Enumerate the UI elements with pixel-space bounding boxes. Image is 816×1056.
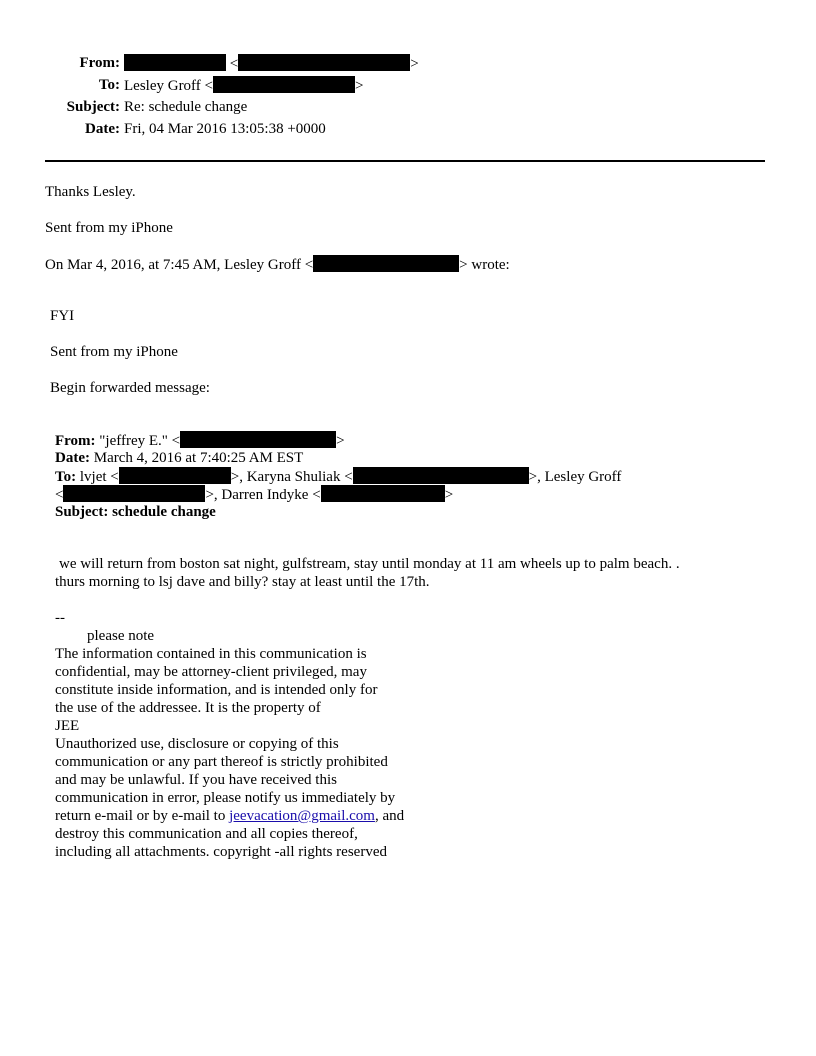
thanks-line: Thanks Lesley. (45, 184, 136, 200)
redaction-box (313, 255, 459, 272)
disclaimer-line: confidential, may be attorney-client privileged, may (55, 664, 367, 680)
sent-from-line: Sent from my iPhone (45, 220, 173, 236)
quote-intro (45, 255, 510, 274)
redaction-box (321, 485, 445, 502)
to-label: To: (98, 77, 120, 93)
to-name: Lesley Groff < (124, 78, 213, 94)
redaction-box (238, 54, 410, 71)
disclaimer-line: Unauthorized use, disclosure or copying of this (55, 736, 339, 752)
quote-intro-start: On Mar 4, 2016, at 7:45 AM, Lesley Groff < (45, 257, 314, 273)
fwd-from-label: From: (55, 433, 96, 449)
quote-intro-end: > wrote: (459, 257, 510, 273)
message-line-1: we will return from boston sat night, gulfstream, stay until monday at 11 am wheels up to palm beach. . (59, 556, 680, 572)
disclaimer-block (55, 645, 404, 861)
subject-value: Re: schedule change (124, 99, 248, 115)
date-label: Date: (85, 121, 120, 137)
from-value (124, 54, 419, 73)
subject-label: Subject: (66, 99, 120, 115)
fwd-to-line-cont (55, 485, 453, 504)
fwd-date-value: March 4, 2016 at 7:40:25 AM EST (93, 450, 304, 466)
date-value: Fri, 04 Mar 2016 13:05:38 +0000 (124, 121, 326, 137)
fwd-date-label: Date: (55, 450, 90, 466)
disclaimer-line: including all attachments. copyright -all rights reserved (55, 844, 387, 860)
disclaimer-line: The information contained in this communication is (55, 646, 367, 662)
disclaimer-line: JEE (55, 718, 80, 734)
from-open-bracket: < (229, 56, 239, 72)
fwd-to-part3: >, Lesley Groff (528, 469, 622, 485)
disclaimer-line: the use of the addressee. It is the property of (55, 700, 321, 716)
disclaimer-line: communication or any part thereof is strictly prohibited (55, 754, 388, 770)
from-close-bracket: > (410, 56, 419, 72)
redaction-box (63, 485, 205, 502)
please-note: please note (87, 628, 155, 644)
fwd-subject-line (55, 503, 216, 521)
fwd-to-label: To: (55, 469, 77, 485)
disclaimer-line: destroy this communication and all copies thereof, (55, 826, 358, 842)
fwd-from-close: > (336, 433, 345, 449)
disclaimer-line: and may be unlawful. If you have received this (55, 772, 337, 788)
to-value (124, 76, 363, 95)
fwd-to-line (55, 467, 621, 486)
redaction-box (124, 54, 226, 71)
message-line-2: thurs morning to lsj dave and billy? stay at least until the 17th. (55, 574, 430, 590)
fwd-subject-value: schedule change (112, 504, 216, 520)
email-line-prefix: return e-mail or by e-mail to (55, 808, 230, 824)
signature-dashes: -- (55, 610, 65, 626)
disclaimer-email-line (55, 807, 404, 825)
quoted-sent-from: Sent from my iPhone (50, 344, 178, 360)
redaction-box (119, 467, 231, 484)
disclaimer-line: constitute inside information, and is intended only for (55, 682, 378, 698)
fwd-subject-label: Subject: (55, 504, 109, 520)
email-line-suffix: , and (374, 808, 405, 824)
redaction-box (180, 431, 336, 448)
to-close-bracket: > (355, 78, 364, 94)
fwd-to-part2: >, Karyna Shuliak < (230, 469, 353, 485)
fwd-to-part4: < (55, 487, 64, 503)
fwd-from-line (55, 431, 345, 450)
fwd-to-part1: lvjet < (79, 469, 119, 485)
begin-forwarded: Begin forwarded message: (50, 380, 210, 396)
fwd-from-name: "jeffrey E." < (99, 433, 181, 449)
header-divider (45, 160, 765, 162)
redaction-box (213, 76, 355, 93)
fyi-line: FYI (50, 308, 75, 324)
fwd-date-line (55, 449, 303, 467)
fwd-to-part5: >, Darren Indyke < (205, 487, 321, 503)
fwd-to-part6: > (444, 487, 454, 503)
email-link[interactable]: jeevacation@gmail.com (229, 808, 375, 824)
redaction-box (353, 467, 529, 484)
from-label: From: (79, 55, 120, 71)
disclaimer-line: communication in error, please notify us immediately by (55, 790, 396, 806)
